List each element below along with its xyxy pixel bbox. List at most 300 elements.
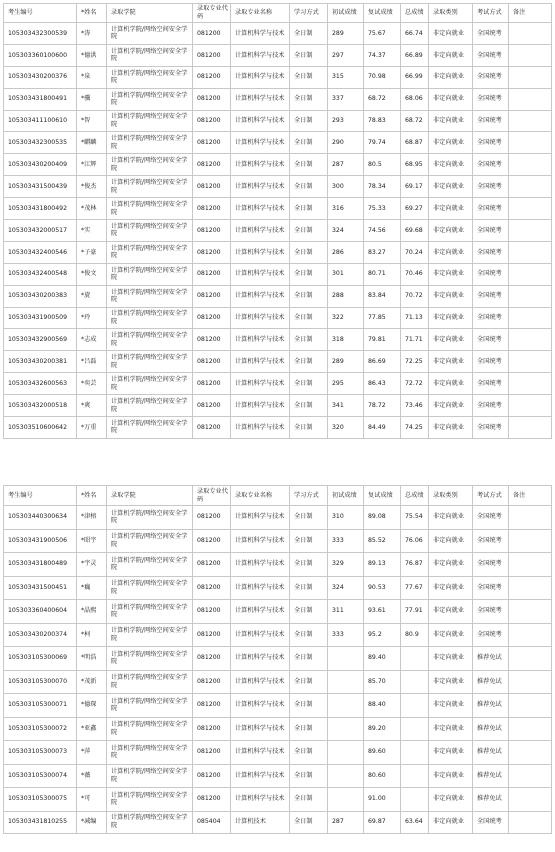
header-college: 录取学院 bbox=[107, 4, 193, 23]
cell-candidate-id: 105303432300535 bbox=[4, 132, 77, 154]
cell-name: *旋 bbox=[77, 285, 107, 307]
table-row bbox=[4, 132, 552, 154]
cell-study-mode: 全日制 bbox=[290, 395, 328, 417]
table-row bbox=[4, 694, 552, 718]
header-initial-score: 初试成绩 bbox=[328, 486, 364, 506]
cell-initial-score: 297 bbox=[328, 44, 364, 66]
cell-exam-type: 全国统考 bbox=[473, 529, 509, 553]
header-study-mode: 学习方式 bbox=[290, 4, 328, 23]
cell-study-mode: 全日制 bbox=[290, 285, 328, 307]
cell-major-code: 081200 bbox=[193, 647, 231, 671]
cell-major-name: 计算机科学与技术 bbox=[231, 373, 290, 395]
cell-total-score: 72.25 bbox=[401, 351, 429, 373]
cell-remarks bbox=[509, 417, 552, 439]
cell-college: 计算机学院/网络空间安全学院 bbox=[107, 220, 193, 242]
cell-candidate-id: 105303431800489 bbox=[4, 553, 77, 577]
cell-college: 计算机学院/网络空间安全学院 bbox=[107, 395, 193, 417]
cell-retest-score: 80.71 bbox=[364, 263, 401, 285]
table-header-row bbox=[4, 4, 552, 23]
cell-college: 计算机学院/网络空间安全学院 bbox=[107, 670, 193, 694]
cell-college: 计算机学院/网络空间安全学院 bbox=[107, 623, 193, 647]
cell-study-mode: 全日制 bbox=[290, 198, 328, 220]
header-study-mode: 学习方式 bbox=[290, 486, 328, 506]
cell-admission-type: 非定向就业 bbox=[429, 132, 473, 154]
cell-major-name: 计算机科学与技术 bbox=[231, 647, 290, 671]
cell-candidate-id: 105303431500451 bbox=[4, 576, 77, 600]
cell-retest-score: 80.60 bbox=[364, 764, 401, 788]
table-header-row bbox=[4, 486, 552, 506]
cell-major-code: 081200 bbox=[193, 285, 231, 307]
cell-retest-score: 91.00 bbox=[364, 788, 401, 812]
cell-candidate-id: 105303431800492 bbox=[4, 198, 77, 220]
cell-major-code: 081200 bbox=[193, 132, 231, 154]
cell-candidate-id: 105303432600563 bbox=[4, 373, 77, 395]
cell-retest-score: 79.74 bbox=[364, 132, 401, 154]
header-remarks: 备注 bbox=[509, 486, 552, 506]
cell-retest-score: 74.56 bbox=[364, 220, 401, 242]
cell-remarks bbox=[509, 351, 552, 373]
cell-name: *萍 bbox=[77, 741, 107, 765]
cell-major-name: 计算机科学与技术 bbox=[231, 764, 290, 788]
cell-college: 计算机学院/网络空间安全学院 bbox=[107, 285, 193, 307]
cell-exam-type: 全国统考 bbox=[473, 553, 509, 577]
cell-retest-score: 89.40 bbox=[364, 647, 401, 671]
cell-admission-type: 非定向就业 bbox=[429, 717, 473, 741]
cell-major-name: 计算机科学与技术 bbox=[231, 553, 290, 577]
cell-admission-type: 非定向就业 bbox=[429, 600, 473, 624]
cell-candidate-id: 105303430200409 bbox=[4, 154, 77, 176]
cell-major-name: 计算机科学与技术 bbox=[231, 529, 290, 553]
cell-college: 计算机学院/网络空间安全学院 bbox=[107, 307, 193, 329]
cell-exam-type: 推荐免试 bbox=[473, 717, 509, 741]
cell-college: 计算机学院/网络空间安全学院 bbox=[107, 198, 193, 220]
cell-initial-score bbox=[328, 717, 364, 741]
cell-major-name: 计算机科学与技术 bbox=[231, 307, 290, 329]
cell-admission-type: 非定向就业 bbox=[429, 307, 473, 329]
cell-total-score: 66.89 bbox=[401, 44, 429, 66]
cell-exam-type: 全国统考 bbox=[473, 811, 509, 833]
table-row bbox=[4, 764, 552, 788]
cell-exam-type: 全国统考 bbox=[473, 329, 509, 351]
cell-exam-type: 全国统考 bbox=[473, 506, 509, 530]
cell-initial-score: 329 bbox=[328, 553, 364, 577]
cell-admission-type: 非定向就业 bbox=[429, 88, 473, 110]
cell-college: 计算机学院/网络空间安全学院 bbox=[107, 263, 193, 285]
table-row bbox=[4, 529, 552, 553]
cell-admission-type: 非定向就业 bbox=[429, 576, 473, 600]
cell-study-mode: 全日制 bbox=[290, 66, 328, 88]
cell-candidate-id: 105303360400604 bbox=[4, 600, 77, 624]
cell-remarks bbox=[509, 23, 552, 45]
cell-exam-type: 全国统考 bbox=[473, 176, 509, 198]
cell-candidate-id: 105303105300075 bbox=[4, 788, 77, 812]
cell-admission-type: 非定向就业 bbox=[429, 241, 473, 263]
cell-remarks bbox=[509, 647, 552, 671]
cell-initial-score bbox=[328, 764, 364, 788]
cell-major-code: 081200 bbox=[193, 694, 231, 718]
cell-remarks bbox=[509, 263, 552, 285]
cell-college: 计算机学院/网络空间安全学院 bbox=[107, 176, 193, 198]
cell-total-score bbox=[401, 717, 429, 741]
cell-initial-score: 300 bbox=[328, 176, 364, 198]
cell-exam-type: 全国统考 bbox=[473, 600, 509, 624]
cell-name: *玲 bbox=[77, 307, 107, 329]
cell-retest-score: 95.2 bbox=[364, 623, 401, 647]
cell-name: *俊文 bbox=[77, 263, 107, 285]
cell-remarks bbox=[509, 717, 552, 741]
cell-admission-type: 非定向就业 bbox=[429, 154, 473, 176]
cell-exam-type: 全国统考 bbox=[473, 241, 509, 263]
header-name: *姓名 bbox=[77, 4, 107, 23]
cell-admission-type: 非定向就业 bbox=[429, 110, 473, 132]
cell-study-mode: 全日制 bbox=[290, 788, 328, 812]
cell-remarks bbox=[509, 154, 552, 176]
cell-major-name: 计算机科学与技术 bbox=[231, 395, 290, 417]
cell-college: 计算机学院/网络空间安全学院 bbox=[107, 506, 193, 530]
cell-total-score: 70.24 bbox=[401, 241, 429, 263]
cell-study-mode: 全日制 bbox=[290, 373, 328, 395]
cell-major-code: 081200 bbox=[193, 395, 231, 417]
cell-study-mode: 全日制 bbox=[290, 417, 328, 439]
table-row bbox=[4, 506, 552, 530]
cell-remarks bbox=[509, 88, 552, 110]
cell-retest-score: 75.67 bbox=[364, 23, 401, 45]
cell-retest-score: 89.20 bbox=[364, 717, 401, 741]
cell-retest-score: 80.5 bbox=[364, 154, 401, 176]
cell-initial-score: 287 bbox=[328, 811, 364, 833]
table-row bbox=[4, 351, 552, 373]
cell-name: *骥 bbox=[77, 88, 107, 110]
cell-study-mode: 全日制 bbox=[290, 263, 328, 285]
cell-remarks bbox=[509, 811, 552, 833]
cell-name: *德洪 bbox=[77, 44, 107, 66]
cell-study-mode: 全日制 bbox=[290, 694, 328, 718]
cell-study-mode: 全日制 bbox=[290, 23, 328, 45]
cell-name: *智 bbox=[77, 110, 107, 132]
cell-total-score: 70.46 bbox=[401, 263, 429, 285]
cell-total-score: 66.99 bbox=[401, 66, 429, 88]
cell-study-mode: 全日制 bbox=[290, 88, 328, 110]
cell-exam-type: 推荐免试 bbox=[473, 741, 509, 765]
cell-name: *子豪 bbox=[77, 241, 107, 263]
cell-study-mode: 全日制 bbox=[290, 553, 328, 577]
cell-college: 计算机学院/网络空间安全学院 bbox=[107, 329, 193, 351]
cell-study-mode: 全日制 bbox=[290, 506, 328, 530]
cell-name: *茂新 bbox=[77, 670, 107, 694]
cell-total-score: 68.87 bbox=[401, 132, 429, 154]
cell-admission-type: 非定向就业 bbox=[429, 176, 473, 198]
cell-initial-score: 287 bbox=[328, 154, 364, 176]
cell-exam-type: 全国统考 bbox=[473, 285, 509, 307]
cell-total-score: 68.95 bbox=[401, 154, 429, 176]
cell-study-mode: 全日制 bbox=[290, 741, 328, 765]
cell-name: *明浩 bbox=[77, 647, 107, 671]
header-retest-score: 复试成绩 bbox=[364, 4, 401, 23]
cell-retest-score: 69.87 bbox=[364, 811, 401, 833]
cell-total-score: 71.13 bbox=[401, 307, 429, 329]
cell-exam-type: 全国统考 bbox=[473, 395, 509, 417]
cell-total-score: 72.72 bbox=[401, 373, 429, 395]
cell-study-mode: 全日制 bbox=[290, 351, 328, 373]
cell-total-score: 63.64 bbox=[401, 811, 429, 833]
cell-total-score: 68.06 bbox=[401, 88, 429, 110]
cell-total-score: 68.72 bbox=[401, 110, 429, 132]
cell-study-mode: 全日制 bbox=[290, 623, 328, 647]
cell-major-name: 计算机科学与技术 bbox=[231, 788, 290, 812]
cell-admission-type: 非定向就业 bbox=[429, 220, 473, 242]
cell-remarks bbox=[509, 395, 552, 417]
cell-major-name: 计算机科学与技术 bbox=[231, 741, 290, 765]
cell-major-code: 081200 bbox=[193, 110, 231, 132]
cell-major-code: 081200 bbox=[193, 506, 231, 530]
cell-exam-type: 推荐免试 bbox=[473, 764, 509, 788]
cell-initial-score bbox=[328, 741, 364, 765]
cell-study-mode: 全日制 bbox=[290, 110, 328, 132]
cell-name: *吕磊 bbox=[77, 351, 107, 373]
cell-name: *爽 bbox=[77, 395, 107, 417]
cell-retest-score: 88.40 bbox=[364, 694, 401, 718]
cell-candidate-id: 105303105300069 bbox=[4, 647, 77, 671]
cell-college: 计算机学院/网络空间安全学院 bbox=[107, 529, 193, 553]
cell-name: *万重 bbox=[77, 417, 107, 439]
cell-major-name: 计算机科学与技术 bbox=[231, 329, 290, 351]
header-retest-score: 复试成绩 bbox=[364, 486, 401, 506]
cell-retest-score: 75.33 bbox=[364, 198, 401, 220]
cell-major-name: 计算机科学与技术 bbox=[231, 351, 290, 373]
cell-name: *实 bbox=[77, 220, 107, 242]
cell-college: 计算机学院/网络空间安全学院 bbox=[107, 553, 193, 577]
cell-major-name: 计算机科学与技术 bbox=[231, 154, 290, 176]
cell-major-name: 计算机科学与技术 bbox=[231, 132, 290, 154]
table-row bbox=[4, 811, 552, 833]
cell-remarks bbox=[509, 529, 552, 553]
cell-college: 计算机学院/网络空间安全学院 bbox=[107, 576, 193, 600]
cell-admission-type: 非定向就业 bbox=[429, 529, 473, 553]
cell-initial-score: 324 bbox=[328, 576, 364, 600]
cell-retest-score: 68.72 bbox=[364, 88, 401, 110]
cell-major-name: 计算机科学与技术 bbox=[231, 88, 290, 110]
cell-admission-type: 非定向就业 bbox=[429, 44, 473, 66]
cell-total-score: 80.9 bbox=[401, 623, 429, 647]
cell-retest-score: 74.37 bbox=[364, 44, 401, 66]
cell-total-score: 69.17 bbox=[401, 176, 429, 198]
cell-remarks bbox=[509, 764, 552, 788]
cell-major-code: 081200 bbox=[193, 176, 231, 198]
cell-major-name: 计算机科学与技术 bbox=[231, 506, 290, 530]
cell-name: *减编 bbox=[77, 811, 107, 833]
header-candidate-id: 考生编号 bbox=[4, 4, 77, 23]
cell-college: 计算机学院/网络空间安全学院 bbox=[107, 351, 193, 373]
cell-candidate-id: 105303431800491 bbox=[4, 88, 77, 110]
cell-name: *江辉 bbox=[77, 154, 107, 176]
cell-total-score: 76.87 bbox=[401, 553, 429, 577]
cell-candidate-id: 105303432900569 bbox=[4, 329, 77, 351]
cell-major-code: 081200 bbox=[193, 717, 231, 741]
cell-initial-score: 318 bbox=[328, 329, 364, 351]
cell-major-name: 计算机科学与技术 bbox=[231, 198, 290, 220]
cell-major-code: 081200 bbox=[193, 600, 231, 624]
cell-major-name: 计算机科学与技术 bbox=[231, 23, 290, 45]
cell-major-code: 081200 bbox=[193, 373, 231, 395]
cell-college: 计算机学院/网络空间安全学院 bbox=[107, 88, 193, 110]
cell-initial-score: 293 bbox=[328, 110, 364, 132]
cell-college: 计算机学院/网络空间安全学院 bbox=[107, 373, 193, 395]
cell-retest-score: 83.84 bbox=[364, 285, 401, 307]
cell-initial-score: 289 bbox=[328, 351, 364, 373]
cell-exam-type: 全国统考 bbox=[473, 417, 509, 439]
table-row bbox=[4, 220, 552, 242]
cell-exam-type: 全国统考 bbox=[473, 154, 509, 176]
admission-table-1 bbox=[3, 3, 552, 439]
cell-total-score: 74.25 bbox=[401, 417, 429, 439]
cell-retest-score: 86.69 bbox=[364, 351, 401, 373]
header-admission-type: 录取类别 bbox=[429, 4, 473, 23]
cell-initial-score: 290 bbox=[328, 132, 364, 154]
cell-college: 计算机学院/网络空间安全学院 bbox=[107, 764, 193, 788]
cell-remarks bbox=[509, 285, 552, 307]
header-major-code: 录取专业代码 bbox=[193, 4, 231, 23]
cell-college: 计算机学院/网络空间安全学院 bbox=[107, 717, 193, 741]
cell-candidate-id: 105303411100610 bbox=[4, 110, 77, 132]
cell-initial-score: 324 bbox=[328, 220, 364, 242]
table-row bbox=[4, 741, 552, 765]
cell-total-score bbox=[401, 647, 429, 671]
table-row bbox=[4, 285, 552, 307]
cell-remarks bbox=[509, 576, 552, 600]
cell-major-code: 081200 bbox=[193, 263, 231, 285]
cell-major-name: 计算机科学与技术 bbox=[231, 600, 290, 624]
cell-admission-type: 非定向就业 bbox=[429, 764, 473, 788]
header-candidate-id: 考生编号 bbox=[4, 486, 77, 506]
cell-total-score: 71.71 bbox=[401, 329, 429, 351]
cell-retest-score: 79.81 bbox=[364, 329, 401, 351]
table-row bbox=[4, 647, 552, 671]
cell-major-code: 081200 bbox=[193, 66, 231, 88]
cell-initial-score: 320 bbox=[328, 417, 364, 439]
table-row bbox=[4, 88, 552, 110]
cell-major-name: 计算机科学与技术 bbox=[231, 220, 290, 242]
cell-candidate-id: 105303105300074 bbox=[4, 764, 77, 788]
cell-admission-type: 非定向就业 bbox=[429, 506, 473, 530]
cell-remarks bbox=[509, 110, 552, 132]
cell-admission-type: 非定向就业 bbox=[429, 694, 473, 718]
cell-exam-type: 全国统考 bbox=[473, 198, 509, 220]
cell-retest-score: 78.34 bbox=[364, 176, 401, 198]
table-row bbox=[4, 788, 552, 812]
cell-college: 计算机学院/网络空间安全学院 bbox=[107, 647, 193, 671]
cell-candidate-id: 105303430200376 bbox=[4, 66, 77, 88]
cell-name: *奕芸 bbox=[77, 373, 107, 395]
cell-initial-score: 316 bbox=[328, 198, 364, 220]
cell-exam-type: 全国统考 bbox=[473, 23, 509, 45]
cell-major-name: 计算机科学与技术 bbox=[231, 717, 290, 741]
cell-candidate-id: 105303105300071 bbox=[4, 694, 77, 718]
cell-name: *泉 bbox=[77, 66, 107, 88]
cell-initial-score: 333 bbox=[328, 623, 364, 647]
table-row bbox=[4, 66, 552, 88]
cell-exam-type: 全国统考 bbox=[473, 66, 509, 88]
cell-exam-type: 全国统考 bbox=[473, 263, 509, 285]
cell-total-score bbox=[401, 788, 429, 812]
cell-college: 计算机学院/网络空间安全学院 bbox=[107, 788, 193, 812]
cell-major-code: 081200 bbox=[193, 307, 231, 329]
cell-retest-score: 78.72 bbox=[364, 395, 401, 417]
cell-retest-score: 84.49 bbox=[364, 417, 401, 439]
cell-remarks bbox=[509, 623, 552, 647]
cell-candidate-id: 105303432300539 bbox=[4, 23, 77, 45]
table-row bbox=[4, 241, 552, 263]
cell-major-name: 计算机科学与技术 bbox=[231, 44, 290, 66]
cell-candidate-id: 105303105300070 bbox=[4, 670, 77, 694]
cell-college: 计算机学院/网络空间安全学院 bbox=[107, 241, 193, 263]
cell-college: 计算机学院/网络空间安全学院 bbox=[107, 132, 193, 154]
cell-study-mode: 全日制 bbox=[290, 307, 328, 329]
cell-exam-type: 推荐免试 bbox=[473, 670, 509, 694]
cell-college: 计算机学院/网络空间安全学院 bbox=[107, 110, 193, 132]
cell-exam-type: 全国统考 bbox=[473, 132, 509, 154]
cell-candidate-id: 105303430200374 bbox=[4, 623, 77, 647]
cell-total-score bbox=[401, 764, 429, 788]
cell-candidate-id: 105303432400548 bbox=[4, 263, 77, 285]
cell-total-score: 77.91 bbox=[401, 600, 429, 624]
cell-major-name: 计算机科学与技术 bbox=[231, 176, 290, 198]
cell-admission-type: 非定向就业 bbox=[429, 263, 473, 285]
cell-major-name: 计算机科学与技术 bbox=[231, 110, 290, 132]
cell-study-mode: 全日制 bbox=[290, 647, 328, 671]
cell-exam-type: 推荐免试 bbox=[473, 647, 509, 671]
cell-initial-score: 315 bbox=[328, 66, 364, 88]
cell-candidate-id: 105303430200383 bbox=[4, 285, 77, 307]
header-initial-score: 初试成绩 bbox=[328, 4, 364, 23]
cell-study-mode: 全日制 bbox=[290, 44, 328, 66]
cell-major-name: 计算机科学与技术 bbox=[231, 417, 290, 439]
cell-initial-score: 288 bbox=[328, 285, 364, 307]
cell-major-name: 计算机科学与技术 bbox=[231, 285, 290, 307]
cell-major-code: 081200 bbox=[193, 529, 231, 553]
cell-study-mode: 全日制 bbox=[290, 764, 328, 788]
cell-study-mode: 全日制 bbox=[290, 329, 328, 351]
cell-admission-type: 非定向就业 bbox=[429, 417, 473, 439]
cell-total-score bbox=[401, 694, 429, 718]
cell-initial-score bbox=[328, 670, 364, 694]
cell-exam-type: 全国统考 bbox=[473, 351, 509, 373]
cell-college: 计算机学院/网络空间安全学院 bbox=[107, 66, 193, 88]
table-row bbox=[4, 576, 552, 600]
cell-candidate-id: 105303431500439 bbox=[4, 176, 77, 198]
cell-admission-type: 非定向就业 bbox=[429, 373, 473, 395]
cell-major-name: 计算机技术 bbox=[231, 811, 290, 833]
cell-major-name: 计算机科学与技术 bbox=[231, 66, 290, 88]
cell-major-name: 计算机科学与技术 bbox=[231, 241, 290, 263]
cell-initial-score: 341 bbox=[328, 395, 364, 417]
cell-study-mode: 全日制 bbox=[290, 600, 328, 624]
cell-admission-type: 非定向就业 bbox=[429, 553, 473, 577]
cell-exam-type: 全国统考 bbox=[473, 110, 509, 132]
header-name: *姓名 bbox=[77, 486, 107, 506]
cell-college: 计算机学院/网络空间安全学院 bbox=[107, 417, 193, 439]
cell-major-name: 计算机科学与技术 bbox=[231, 670, 290, 694]
cell-admission-type: 非定向就业 bbox=[429, 741, 473, 765]
cell-name: *巍 bbox=[77, 576, 107, 600]
cell-total-score: 73.46 bbox=[401, 395, 429, 417]
cell-retest-score: 78.83 bbox=[364, 110, 401, 132]
cell-name: *涛 bbox=[77, 23, 107, 45]
cell-major-code: 081200 bbox=[193, 741, 231, 765]
cell-name: *德琛 bbox=[77, 694, 107, 718]
cell-study-mode: 全日制 bbox=[290, 154, 328, 176]
cell-remarks bbox=[509, 741, 552, 765]
cell-name: *宇灵 bbox=[77, 553, 107, 577]
